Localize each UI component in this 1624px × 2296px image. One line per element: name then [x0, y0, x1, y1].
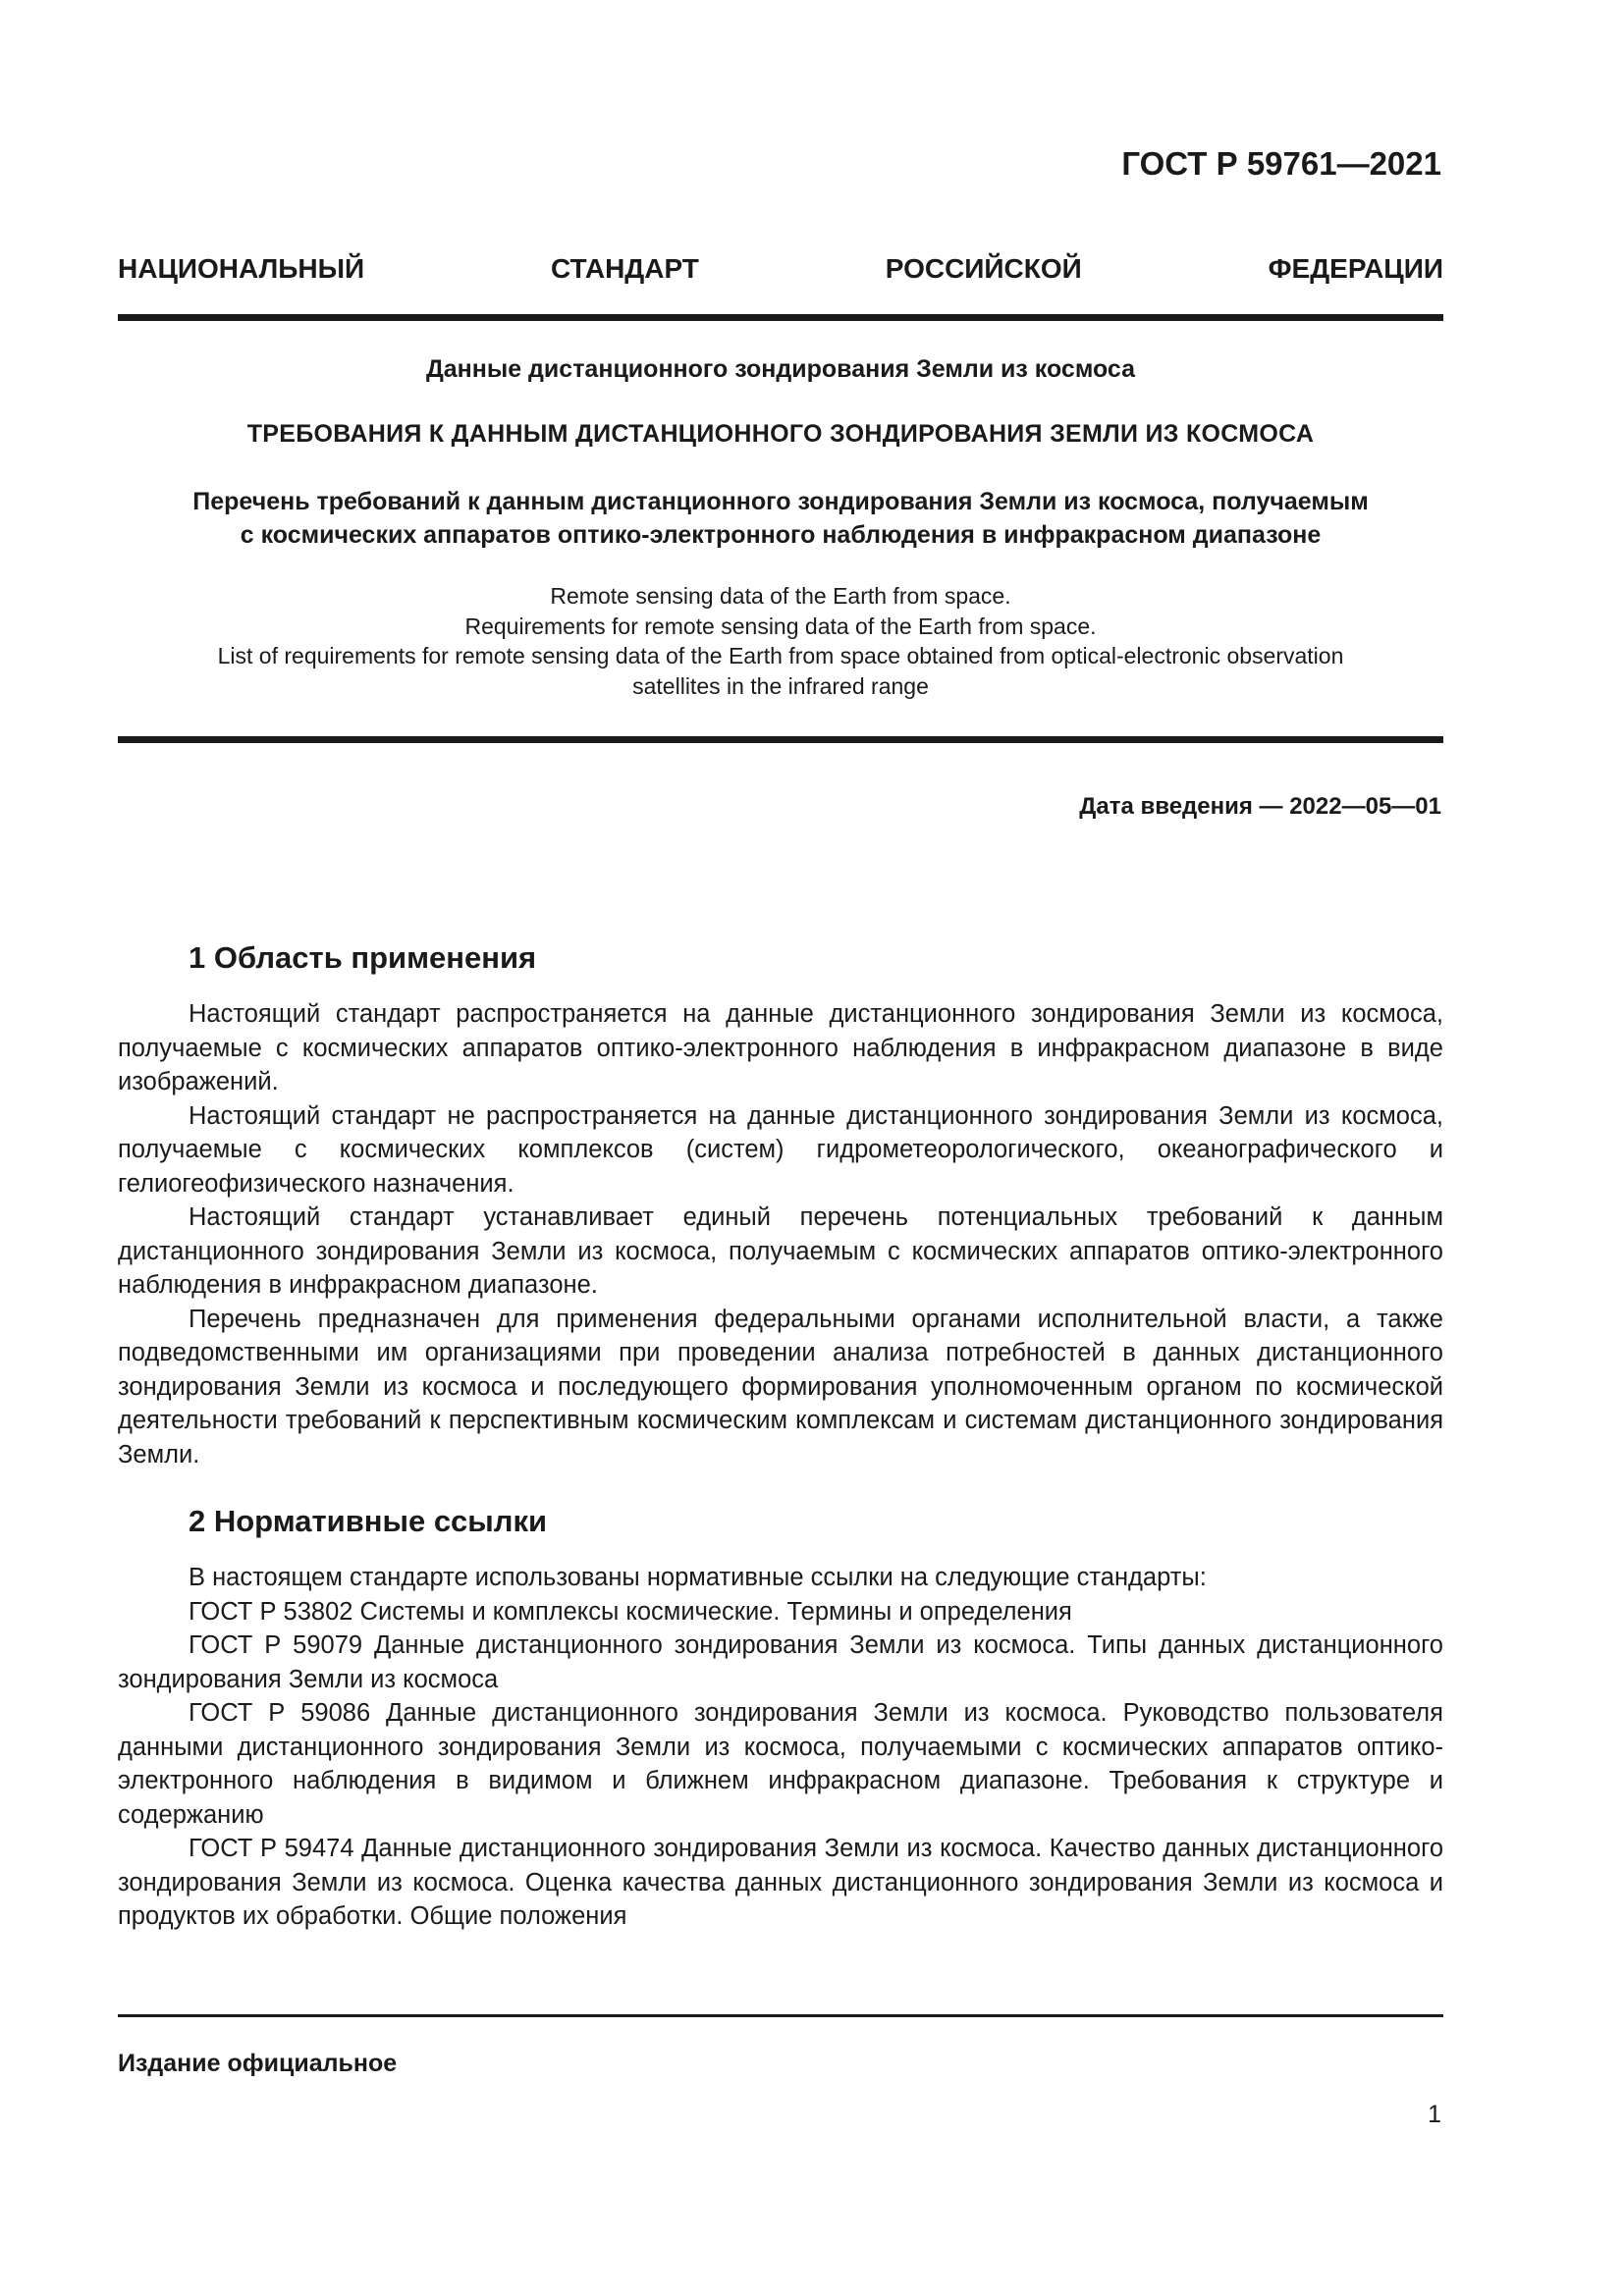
top-divider [118, 314, 1443, 321]
reference-item: ГОСТ Р 59079 Данные дистанционного зондирования Земли из космоса. Типы данных дистанционного зондирования Земли из космоса [118, 1631, 1443, 1693]
english-title [118, 581, 1443, 701]
english-title-line: Requirements for remote sensing data of the Earth from space. [464, 613, 1097, 639]
introduction-date: Дата введения — 2022—05—01 [1079, 793, 1441, 820]
title-line-1: Данные дистанционного зондирования Земли из космоса [425, 355, 1136, 383]
paragraph: В настоящем стандарте использованы нормативные ссылки на следующие стандарты: [189, 1564, 1207, 1591]
section-2-heading: 2 Нормативные ссылки [189, 1504, 548, 1538]
title-divider [118, 736, 1443, 743]
section-1-body [118, 997, 1443, 1471]
title-line-2: ТРЕБОВАНИЯ К ДАННЫМ ДИСТАНЦИОННОГО ЗОНДИРОВАНИЯ ЗЕМЛИ ИЗ КОСМОСА [246, 420, 1315, 448]
title-line-3 [118, 485, 1443, 552]
section-2-body [118, 1561, 1443, 1934]
english-title-line: List of requirements for remote sensing data of the Earth from space obtained from optical-electronic observation [217, 643, 1344, 668]
reference-item: ГОСТ Р 59474 Данные дистанционного зондирования Земли из космоса. Качество данных дистанционного зондирования Земли из космоса. Оценка качества данных дистанционного зондирования Земли из космоса и продуктов их обработки. Общие положения [118, 1835, 1443, 1930]
paragraph: Настоящий стандарт не распространяется на данные дистанционного зондирования Земли из космоса, получаемые с космических комплексов (систем) гидрометеорологического, океанографического и гелиогеофизического назначения. [118, 1101, 1443, 1198]
title-line-3a: Перечень требований к данным дистанционного зондирования Земли из космоса, получаемым [192, 488, 1369, 515]
english-title-line: satellites in the infrared range [632, 672, 929, 699]
title-line-3b: с космических аппаратов оптико-электронного наблюдения в инфракрасном диапазоне [240, 521, 1322, 549]
english-title-line: Remote sensing data of the Earth from space. [550, 583, 1011, 609]
page-number: 1 [1428, 2101, 1441, 2128]
national-standard-banner: НАЦИОНАЛЬНЫЙ СТАНДАРТ РОССИЙСКОЙ ФЕДЕРАЦИИ [118, 253, 1443, 284]
reference-item: ГОСТ Р 59086 Данные дистанционного зондирования Земли из космоса. Руководство пользователя данными дистанционного зондирования Земли из космоса, получаемыми с космических аппаратов оптико-электронного наблюдения в видимом и ближнем инфракрасном диапазоне. Требования к структуре и содержанию [118, 1699, 1443, 1829]
paragraph: Настоящий стандарт устанавливает единый перечень потенциальных требований к данным дистанционного зондирования Земли из космоса, получаемым с космических аппаратов оптико-электронного наблюдения в инфракрасном диапазоне. [118, 1203, 1443, 1299]
document-number: ГОСТ Р 59761—2021 [1121, 145, 1441, 182]
paragraph: Перечень предназначен для применения федеральными органами исполнительной власти, а также подведомственными им организациями при проведении анализа потребностей в данных дистанционного зондирования Земли из космоса и последующего формирования уполномоченным органом по космической деятельности требований к перспективным космическим комплексам и системам дистанционного зондирования Земли. [118, 1305, 1443, 1468]
paragraph: Настоящий стандарт распространяется на данные дистанционного зондирования Земли из космоса, получаемые с космических аппаратов оптико-электронного наблюдения в инфракрасном диапазоне в виде изображений. [118, 1000, 1443, 1095]
official-edition-label: Издание официальное [118, 2050, 398, 2077]
section-1-heading: 1 Область применения [189, 940, 537, 975]
footer-divider [118, 2014, 1443, 2017]
reference-item: ГОСТ Р 53802 Системы и комплексы космические. Термины и определения [189, 1597, 1072, 1626]
